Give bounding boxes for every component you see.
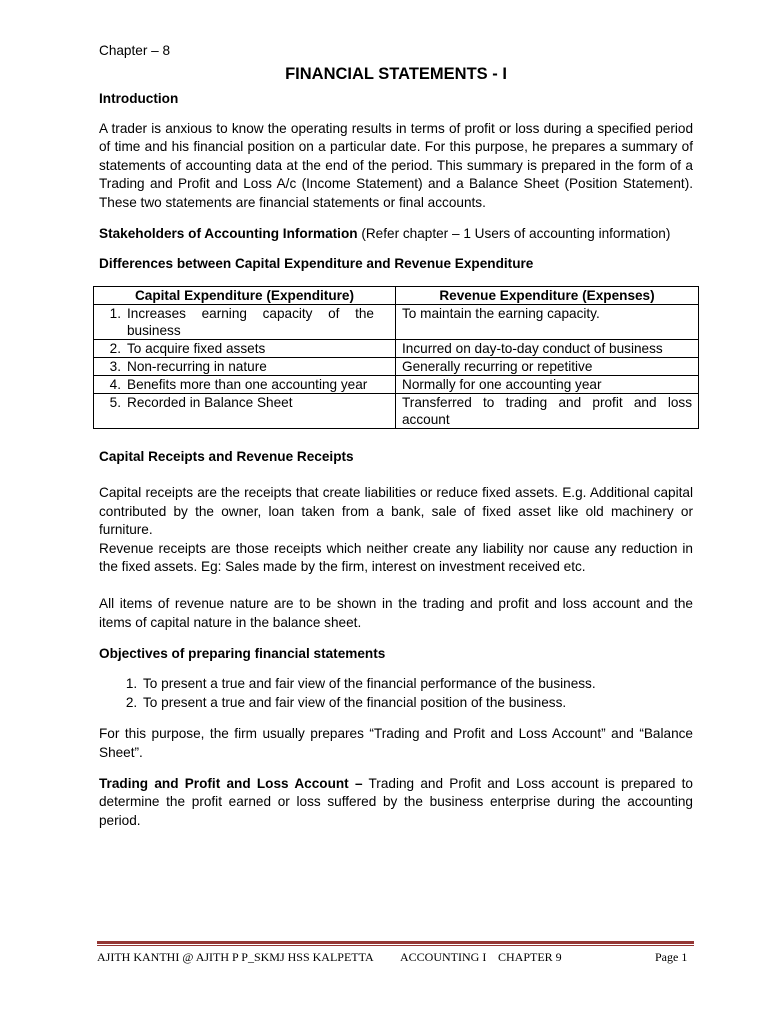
footer-rule [97,941,694,944]
stakeholders-bold: Stakeholders of Accounting Information [99,226,358,242]
table-row [94,305,699,340]
table-row [94,376,699,394]
footer-subject: ACCOUNTING I [400,950,487,964]
capital-cell: To acquire fixed assets [127,341,266,357]
purpose-paragraph: For this purpose, the firm usually prepares “Trading and Profit and Loss Account” and “Balance Sheet”. [99,726,693,760]
revenue-cell: To maintain the earning capacity. [396,305,699,340]
introduction-heading: Introduction [99,91,179,106]
differences-table [93,286,699,429]
document-page [99,42,693,830]
trading-bold: Trading and Profit and Loss Account – [99,775,363,791]
revenue-receipts-paragraph: Revenue receipts are those receipts which neither create any liability nor cause any reduction in the fixed assets. Eg: Sales made by the firm, interest on investment received etc. [99,540,693,575]
introduction-paragraph: A trader is anxious to know the operating results in terms of profit or loss during a specified period of time and his financial position on a particular date. For this purpose, he prepares a summary of statements of accounting data at the end of the period. This summary is prepared in the form of a Trading and Profit and Loss A/c (Income Statement) and a Balance Sheet (Position Statement). These two statements are financial statements or final accounts. [99,121,693,210]
capital-receipts-paragraph: Capital receipts are the receipts that create liabilities or reduce fixed assets. E.g. Additional capital contributed by the owner, loan taken from a bank, sale of fixed asset like old machinery or furniture. [99,485,693,538]
trading-rest: Trading and Profit and Loss account is prepared to determine the profit earned or loss suffered by the business enterprise during the accounting period. [99,775,693,828]
stakeholders-paragraph [99,225,693,243]
table-row [94,358,699,376]
capital-cell: Increases earning capacity of the business [127,306,374,339]
revenue-expenditure-header: Revenue Expenditure (Expenses) [396,287,699,305]
footer-chapter: CHAPTER 9 [498,950,562,964]
document-title: FINANCIAL STATEMENTS - I [285,65,507,83]
objectives-list [99,675,693,712]
revenue-cell: Normally for one accounting year [396,376,699,394]
footer-page-number: Page 1 [655,950,688,964]
stakeholders-rest: (Refer chapter – 1 Users of accounting information) [357,226,671,242]
row-number: 1. [109,306,121,322]
row-number: 3. [109,359,121,375]
table-row [94,340,699,358]
revenue-cell: Transferred to trading and profit and loss account [396,394,699,429]
row-number: 4. [109,377,121,393]
footer-rule-thin [97,945,694,946]
list-item: 2. To present a true and fair view of the financial position of the business. [141,694,693,712]
table-header-row [94,287,699,305]
revenue-cell: Incurred on day-to-day conduct of business [396,340,699,358]
capital-cell: Non-recurring in nature [127,359,267,375]
chapter-label: Chapter – 8 [99,43,171,58]
revenue-capital-items-paragraph: All items of revenue nature are to be shown in the trading and profit and loss account and the items of capital nature in the balance sheet. [99,596,693,630]
row-number: 2. [109,341,121,357]
trading-paragraph [99,775,693,830]
row-number: 5. [109,395,121,411]
capital-expenditure-header: Capital Expenditure (Expenditure) [94,287,396,305]
capital-cell: Recorded in Balance Sheet [127,395,293,411]
differences-heading: Differences between Capital Expenditure and Revenue Expenditure [99,256,534,272]
footer-author: AJITH KANTHI @ AJITH P P_SKMJ HSS KALPETTA [97,950,374,964]
objectives-heading: Objectives of preparing financial statements [99,646,386,662]
capital-cell: Benefits more than one accounting year [127,377,368,393]
receipts-heading: Capital Receipts and Revenue Receipts [99,449,354,465]
table-row [94,394,699,429]
list-item: 1. To present a true and fair view of the financial performance of the business. [141,675,693,693]
revenue-cell: Generally recurring or repetitive [396,358,699,376]
